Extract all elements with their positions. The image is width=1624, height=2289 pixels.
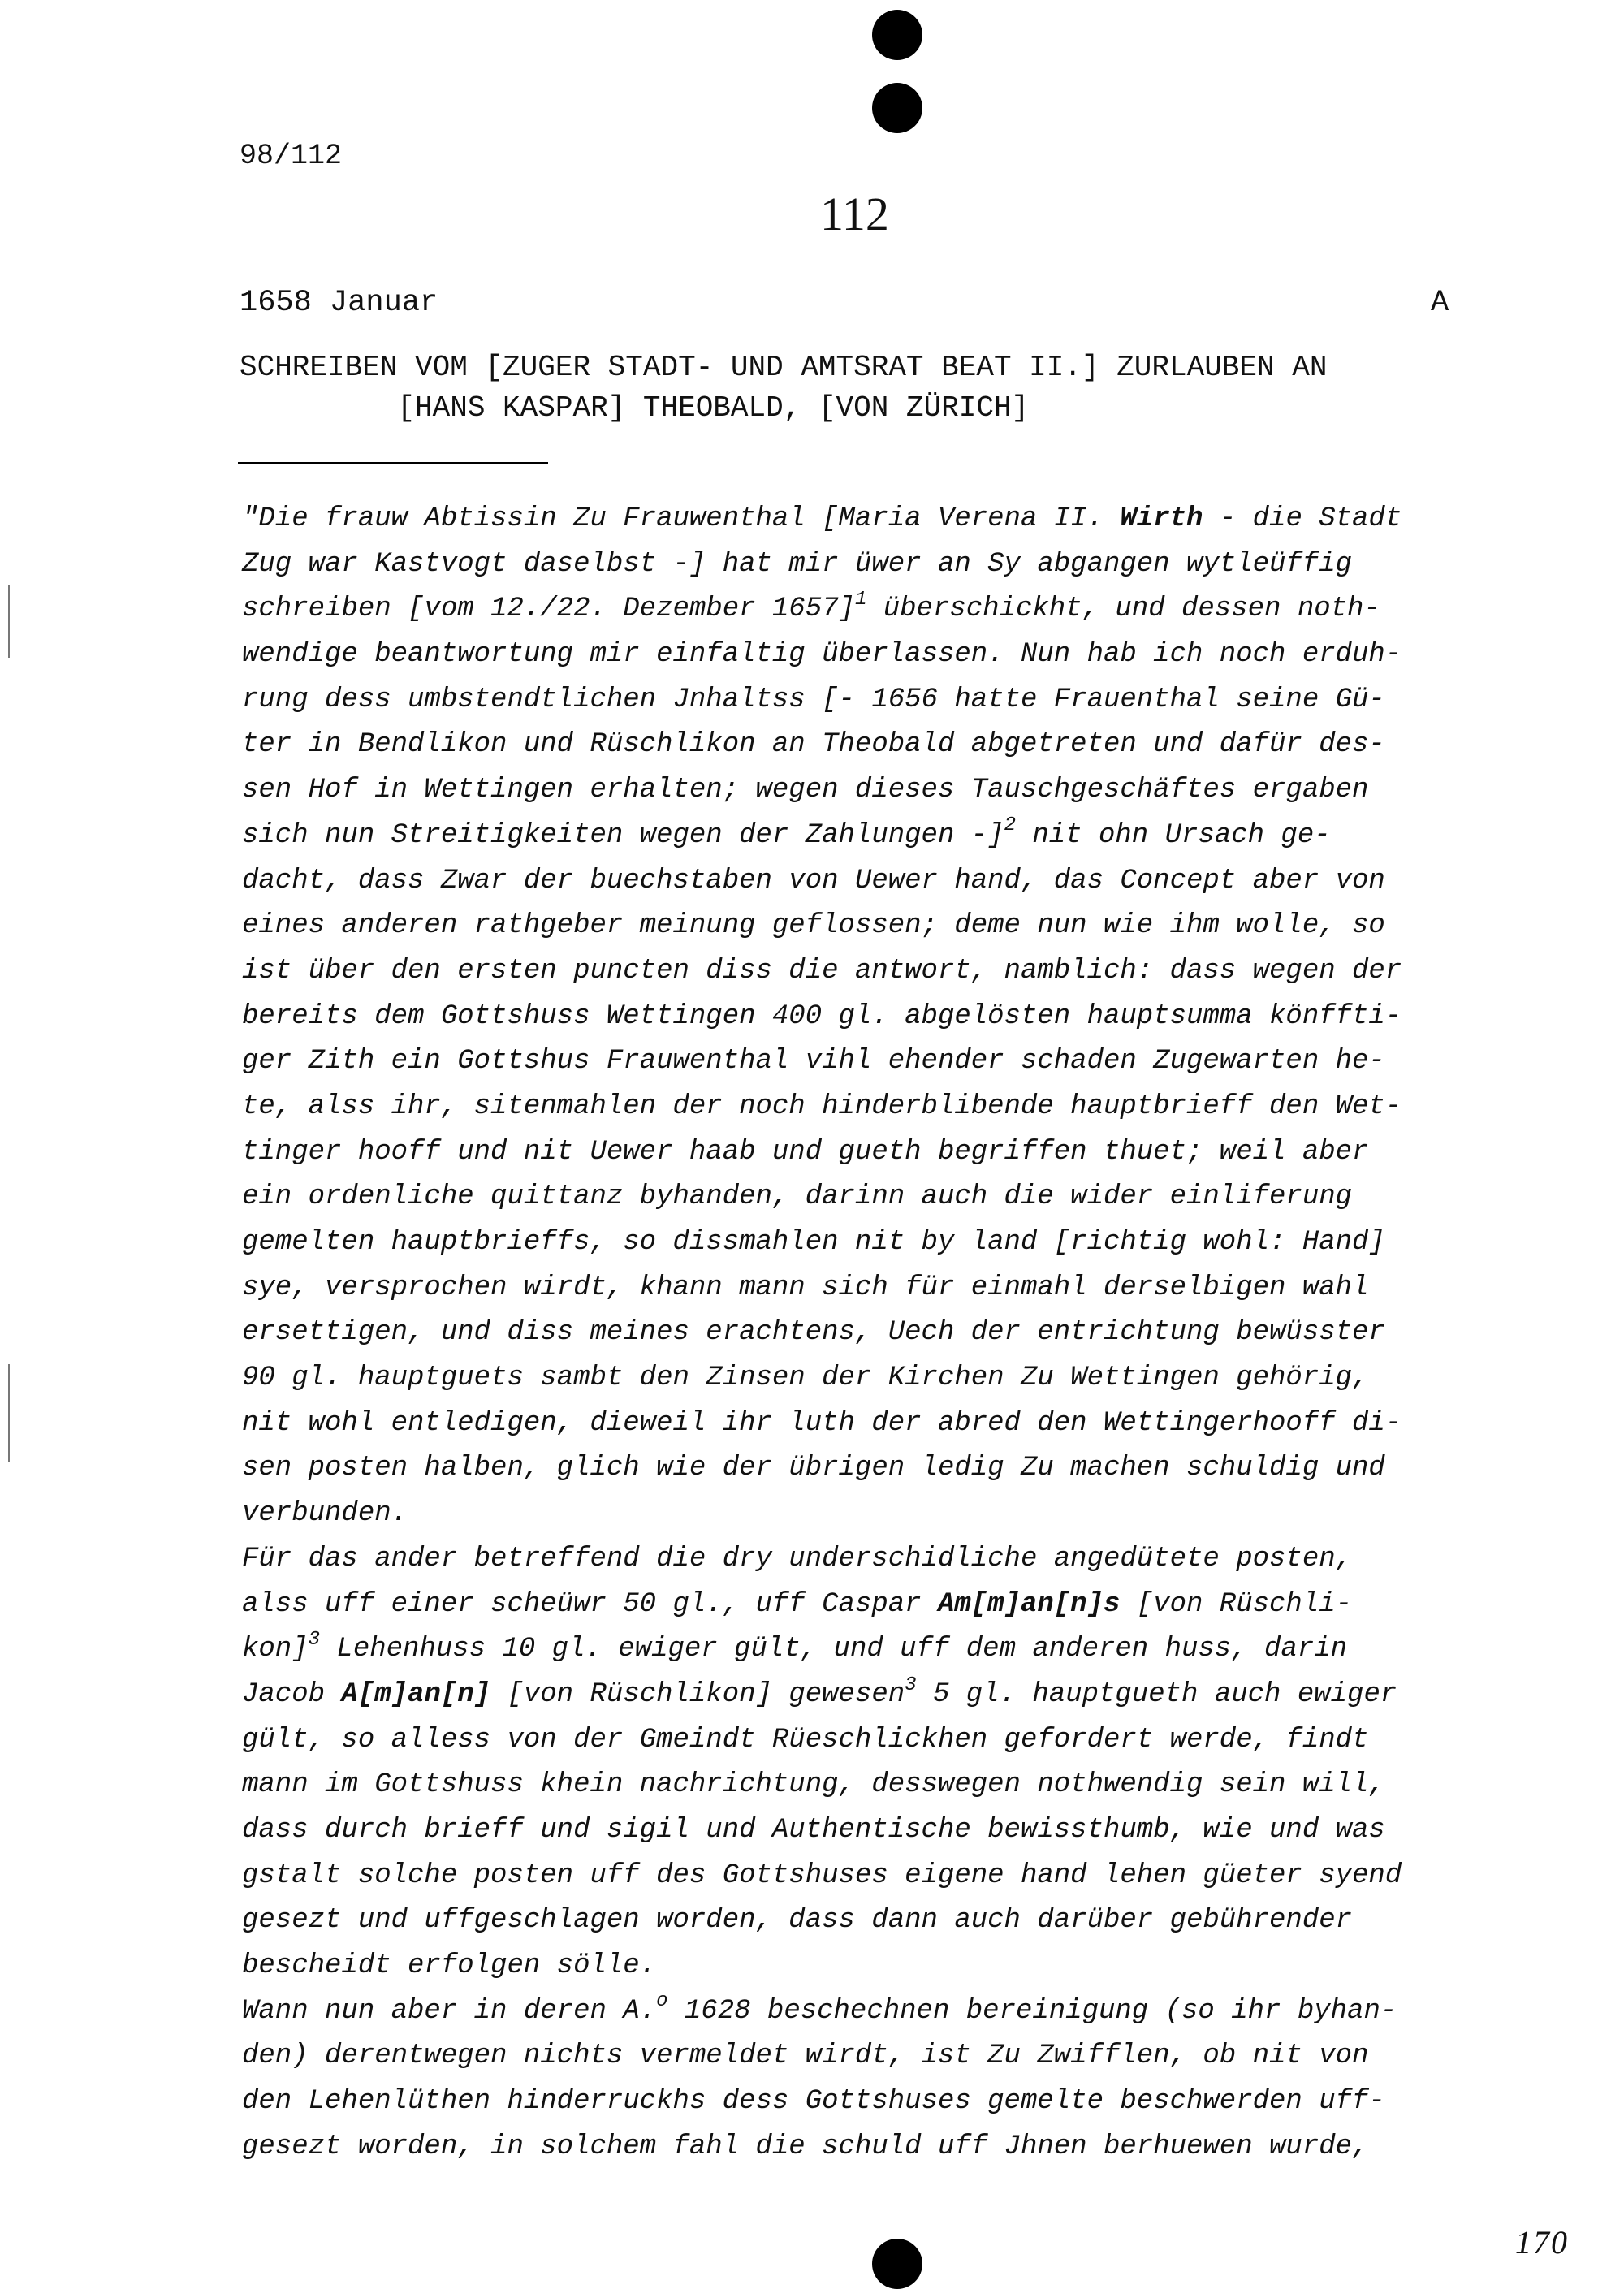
body-text-segment: [von Rüschli- (1120, 1588, 1353, 1620)
footnote-marker: 1 (854, 589, 867, 611)
body-line (242, 2080, 1476, 2125)
body-text-segment: ger Zith ein Gottshus Frauwenthal vihl ehender schaden Zugewarten he- (242, 1046, 1385, 1078)
scan-edge-mark (8, 1364, 10, 1462)
body-text-segment: kon] (242, 1634, 309, 1665)
body-text-segment: schreiben [vom 12./22. Dezember 1657] (242, 594, 855, 625)
body-text-segment: dass durch brieff und sigil und Authentische bewissthumb, wie und was (242, 1814, 1385, 1846)
body-line (242, 1989, 1476, 2035)
body-text-segment: nit wohl entledigen, dieweil ihr luth der abred den Wettingerhooff di- (242, 1407, 1402, 1439)
body-line (242, 814, 1476, 859)
punch-hole-top (872, 10, 922, 60)
body-line (242, 1627, 1476, 1673)
body-text-segment: nit ohn Ursach ge- (1015, 819, 1331, 851)
handwritten-page-number: 170 (1515, 2224, 1569, 2261)
emphasized-name: A[m]an[n] (341, 1678, 491, 1710)
body-text-segment: bereits dem Gottshuss Wettingen 400 gl. abgelösten hauptsumma könffti- (242, 1000, 1402, 1032)
body-text-segment: gesezt worden, in solchem fahl die schuld uff Jhnen berhuewen wurde, (242, 2131, 1369, 2162)
body-line (242, 1944, 1476, 1989)
body-text-segment: gesezt und uffgeschlagen worden, dass dann auch darüber gebührender (242, 1905, 1353, 1937)
body-line (242, 1492, 1476, 1537)
punch-hole-bottom (872, 2239, 922, 2289)
body-line (242, 1446, 1476, 1492)
body-line (242, 1266, 1476, 1311)
body-text-segment: verbunden. (242, 1498, 408, 1530)
footnote-marker: 2 (1004, 814, 1016, 837)
body-text-segment: Zug war Kastvogt daselbst -] hat mir üwer an Sy abgangen wytleüffig (242, 548, 1353, 580)
body-line (242, 949, 1476, 995)
body-text-segment: mann im Gottshuss khein nachrichtung, desswegen nothwendig sein will, (242, 1769, 1385, 1801)
body-line (242, 859, 1476, 905)
body-text-segment: Lehenhuss 10 gl. ewiger gült, und uff dem anderen huss, darin (320, 1634, 1348, 1665)
body-line (242, 1039, 1476, 1085)
body-text-segment: ist über den ersten puncten diss die antwort, namblich: dass wegen der (242, 955, 1402, 987)
body-text-segment: Jacob (242, 1678, 342, 1710)
body-text-segment: gült, so alless von der Gmeindt Rüeschlickhen gefordert werde, findt (242, 1724, 1369, 1756)
body-line (242, 1718, 1476, 1764)
body-text-segment: Für das ander betreffend die dry underschidliche angedütete posten, (242, 1543, 1353, 1574)
body-line (242, 1130, 1476, 1176)
body-text-segment: "Die frauw Abtissin Zu Frauwenthal [Maria Verena II. (242, 503, 1121, 534)
body-text-segment: 5 gl. hauptgueth auch ewiger (916, 1678, 1397, 1710)
body-text-segment: überschickht, und dessen noth- (866, 594, 1380, 625)
body-text-segment: ersettigen, und diss meines erachtens, Uech der entrichtung bewüsster (242, 1317, 1385, 1349)
body-line (242, 1401, 1476, 1447)
body-line (242, 1220, 1476, 1266)
letter-body (242, 497, 1476, 2170)
body-line (242, 1311, 1476, 1356)
footnote-marker: o (656, 1990, 668, 2013)
body-line (242, 497, 1476, 542)
body-text-segment: te, alss ihr, sitenmahlen der noch hinderblibende hauptbrieff den Wet- (242, 1091, 1402, 1122)
body-line (242, 1763, 1476, 1808)
heading-line: SCHREIBEN VOM [ZUGER STADT- UND AMTSRAT BEAT II.] ZURLAUBEN AN (240, 351, 1328, 384)
body-text-segment: - die Stadt (1203, 503, 1402, 534)
body-line (242, 2034, 1476, 2080)
document-letter: A (1431, 286, 1449, 320)
heading-line: [HANS KASPAR] THEOBALD, [VON ZÜRICH] (240, 391, 1030, 425)
footnote-marker: 3 (308, 1628, 321, 1651)
body-line (242, 768, 1476, 814)
heading-rule (238, 462, 548, 464)
body-line (242, 1854, 1476, 1899)
body-text-segment: Wann nun aber in deren A. (242, 1995, 657, 2027)
body-text-segment: gemelten hauptbrieffs, so dissmahlen nit by land [richtig wohl: Hand] (242, 1227, 1385, 1258)
body-line (242, 1673, 1476, 1718)
body-text-segment: eines anderen rathgeber meinung geflossen; deme nun wie ihm wolle, so (242, 910, 1385, 942)
body-text-segment: wendige beantwortung mir einfaltig überlassen. Nun hab ich noch erduh- (242, 639, 1402, 671)
body-line (242, 1583, 1476, 1628)
body-text-segment: ter in Bendlikon und Rüschlikon an Theobald abgetreten und dafür des- (242, 729, 1385, 761)
body-text-segment: sye, versprochen wirdt, khann mann sich für einmahl derselbigen wahl (242, 1272, 1369, 1303)
body-line (242, 2125, 1476, 2170)
document-date: 1658 Januar (240, 286, 438, 320)
body-line (242, 1356, 1476, 1401)
body-text-segment: rung dess umbstendtlichen Jnhaltss [- 1656 hatte Frauenthal seine Gü- (242, 684, 1385, 715)
body-line (242, 1175, 1476, 1220)
body-line (242, 542, 1476, 588)
body-text-segment: den Lehenlüthen hinderruckhs dess Gottshuses gemelte beschwerden uff- (242, 2086, 1385, 2118)
scan-edge-mark (8, 585, 10, 658)
body-line (242, 1808, 1476, 1854)
body-line (242, 723, 1476, 768)
body-text-segment: tinger hooff und nit Uewer haab und gueth begriffen thuet; weil aber (242, 1136, 1369, 1168)
body-line (242, 587, 1476, 633)
body-line (242, 678, 1476, 723)
body-text-segment: 90 gl. hauptguets sambt den Zinsen der Kirchen Zu Wettingen gehörig, (242, 1363, 1369, 1394)
body-text-segment: gstalt solche posten uff des Gottshuses eigene hand lehen güeter syend (242, 1859, 1402, 1891)
emphasized-name: Wirth (1120, 503, 1203, 534)
footnote-marker: 3 (905, 1674, 917, 1696)
body-line (242, 1898, 1476, 1944)
body-text-segment: ein ordenliche quittanz byhanden, darinn auch die wider einliferung (242, 1181, 1353, 1213)
body-text-segment: sen Hof in Wettingen erhalten; wegen dieses Tauschgeschäftes ergaben (242, 775, 1369, 806)
body-text-segment: 1628 beschechnen bereinigung (so ihr byhan- (667, 1995, 1397, 2027)
archive-reference: 98/112 (240, 140, 343, 172)
body-text-segment: [von Rüschlikon] gewesen (490, 1678, 905, 1710)
body-line (242, 1085, 1476, 1130)
document-number: 112 (820, 188, 889, 240)
body-text-segment: dacht, dass Zwar der buechstaben von Uewer hand, das Concept aber von (242, 865, 1385, 896)
body-text-segment: bescheidt erfolgen sölle. (242, 1950, 657, 1981)
body-text-segment: sich nun Streitigkeiten wegen der Zahlungen -] (242, 819, 1004, 851)
emphasized-name: Am[m]an[n]s (937, 1588, 1121, 1620)
document-heading (240, 348, 1327, 429)
body-line (242, 633, 1476, 678)
body-text-segment: den) derentwegen nichts vermeldet wirdt, ist Zu Zwifflen, ob nit von (242, 2041, 1369, 2072)
body-line (242, 904, 1476, 949)
punch-hole-second (872, 83, 922, 133)
body-text-segment: alss uff einer scheüwr 50 gl., uff Caspar (242, 1588, 938, 1620)
body-line (242, 995, 1476, 1040)
body-line (242, 1537, 1476, 1583)
body-text-segment: sen posten halben, glich wie der übrigen ledig Zu machen schuldig und (242, 1453, 1385, 1484)
